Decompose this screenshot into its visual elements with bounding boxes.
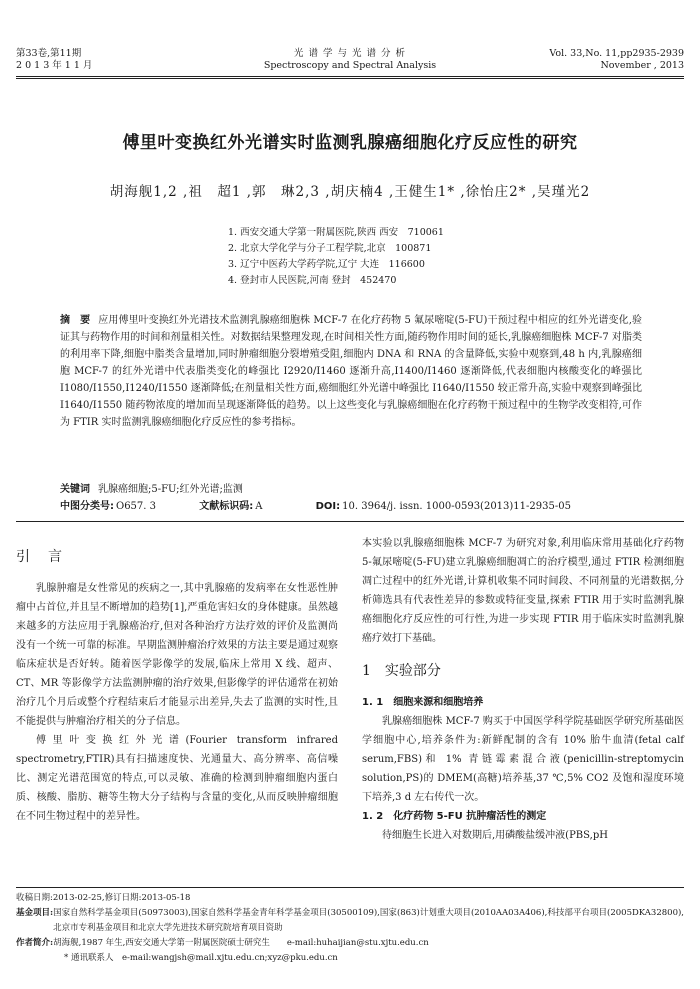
doc-label: 文献标识码: xyxy=(199,501,254,512)
section-1-heading: 1 实验部分 xyxy=(362,663,441,679)
author-bio-line xyxy=(16,936,684,951)
header-right xyxy=(549,48,684,72)
class-value: O657. 3 xyxy=(116,501,157,512)
right-paragraph-1: 本实验以乳腺癌细胞株 MCF-7 为研究对象,利用临床常用基础化疗药物 5-氟尿嘧啶(5-FU)建立乳腺癌细胞凋亡的治疗模型,通过 FTIR 检测细胞凋亡过程中的红外光谱,计算机收集不同时间段、不同剂量的光谱数据,分析筛选具有代表性差异的参数或特征变量,探索 FTIR 用于实时监测乳腺癌细胞化疗反应性的可行性,为进一步实现 FTIR 用于临床实时监测乳腺癌疗效打下基础。 xyxy=(362,538,684,644)
classification-line xyxy=(60,498,571,515)
abstract-rule xyxy=(16,521,684,522)
footnotes xyxy=(16,891,684,966)
section-1-1-text: 乳腺癌细胞株 MCF-7 购买于中国医学科学院基础医学研究所基础医学细胞中心,培养条件为:新鲜配制的含有 10% 胎牛血清(fetal calf serum,FBS)和 1% 青链霉素混合液(penicillin-streptomycin solution,PS)的 DMEM(高糖)培养基,37 ℃,5% CO2 及饱和湿度环境下培养,3 d 左右传代一次。 xyxy=(362,716,684,803)
fund-line xyxy=(16,906,684,936)
abstract-text: 应用傅里叶变换红外光谱技术监测乳腺癌细胞株 MCF-7 在化疗药物 5 氟尿嘧啶(5-FU)干预过程中相应的红外光谱变化,验证其与药物作用的时间和剂量相关性。对数据结果整理发现,在时间相关性方面,随药物作用时间的延长,乳腺癌细胞株 MCF-7 对脂类的利用率下降,细胞中脂类含量增加,同时肿瘤细胞分裂增殖受阻,细胞内 DNA 和 RNA 的含量降低,实验中观察到,48 h 内,乳腺癌细胞 MCF-7 的红外光谱中代表脂类变化的峰强比 I2920/I1460 逐渐升高,I1400/I1460 逐渐降低,代表细胞内核酸变化的峰强比 I1080/I1550,I1240/I1550 逐渐降低;在剂量相关性方面,癌细胞红外光谱中峰强比 I1640/I1550 较正常升高,实验中观察到峰强比 I1640/I1550 随药物浓度的增加而呈现逐渐降低的趋势。以上这些变化与乳腺癌细胞在化疗药物干预过程中的生物学改变相符,可作为 FTIR 实时监测乳腺癌细胞化疗反应性的参考指标。 xyxy=(60,315,643,428)
author-list: 胡海舰1,2 ,祖 超1 ,郭 琳2,3 ,胡庆楠4 ,王健生1* ,徐怡庄2* ,吴瑾光2 xyxy=(109,184,591,200)
abstract xyxy=(60,312,642,431)
volume-en: Vol. 33,No. 11,pp2935-2939 xyxy=(549,48,684,59)
class-label: 中图分类号: xyxy=(60,501,114,512)
author-bio-label: 作者简介: xyxy=(16,938,54,948)
date-en: November , 2013 xyxy=(600,60,684,71)
header-rule xyxy=(16,76,684,77)
affiliation-3: 3. 辽宁中医药大学药学院,辽宁 大连 116600 xyxy=(228,259,425,270)
section-1-2-text: 待细胞生长进入对数期后,用磷酸盐缓冲液(PBS,pH xyxy=(382,830,608,841)
journal-cn: 光 谱 学 与 光 谱 分 析 xyxy=(293,48,407,59)
keywords-text: 乳腺癌细胞;5-FU;红外光谱;监测 xyxy=(98,484,243,495)
keywords-label: 关键词 xyxy=(60,484,90,495)
intro-heading: 引 言 xyxy=(16,549,64,565)
keywords xyxy=(60,481,243,498)
intro-paragraph-2: 傅里叶变换红外光谱(Fourier transform infrared spectrometry,FTIR)具有扫描速度快、光通量大、高分辨率、高信噪比、测定光谱范围宽的特点,可以灵敏、准确的检测到肿瘤细胞内蛋白质、核酸、脂肪、糖等生物大分子结构与含量的变化,从而反映肿瘤细胞在不同生物过程中的差异性。 xyxy=(16,735,338,822)
received-date: 收稿日期:2013-02-25,修订日期:2013-05-18 xyxy=(16,893,191,903)
affiliation-2: 2. 北京大学化学与分子工程学院,北京 100871 xyxy=(228,243,432,254)
corresponding-author: * 通讯联系人 e-mail:wangjsh@mail.xjtu.edu.cn;xyz@pku.edu.cn xyxy=(64,953,338,963)
left-column xyxy=(16,548,338,826)
affiliation-1: 1. 西安交通大学第一附属医院,陕西 西安 710061 xyxy=(228,227,444,238)
volume-cn: 第33卷,第11期 xyxy=(16,48,82,59)
doi-label: DOI: xyxy=(315,501,341,512)
right-column xyxy=(362,534,684,845)
fund-text: 国家自然科学基金项目(50973003),国家自然科学基金青年科学基金项目(30500109),国家(863)计划重大项目(2010AA03A406),科技部平台项目(2005DKA32800),北京市专利基金项目和北京大学先进技术研究院培育项目资助 xyxy=(53,908,684,933)
affiliation-4: 4. 登封市人民医院,河南 登封 452470 xyxy=(228,275,397,286)
date-cn: 2 0 1 3 年 1 1 月 xyxy=(16,60,93,71)
fund-label: 基金项目: xyxy=(16,908,54,918)
doc-value: A xyxy=(255,501,263,512)
journal-en: Spectroscopy and Spectral Analysis xyxy=(263,60,437,71)
affiliations xyxy=(228,225,444,289)
paper-title: 傅里叶变换红外光谱实时监测乳腺癌细胞化疗反应性的研究 xyxy=(122,133,578,153)
footer-rule xyxy=(16,887,684,888)
author-bio-text: 胡海舰,1987 年生,西安交通大学第一附属医院硕士研究生 e-mail:huhaijian@stu.xjtu.edu.cn xyxy=(53,938,429,948)
section-1-1-heading: 1. 1 细胞来源和细胞培养 xyxy=(362,697,484,708)
abstract-label: 摘 要 xyxy=(60,315,91,326)
intro-paragraph-1: 乳腺肿瘤是女性常见的疾病之一,其中乳腺癌的发病率在女性恶性肿瘤中占首位,并且呈不断增加的趋势[1],严重危害妇女的身体健康。虽然越来越多的方法应用于乳腺癌治疗,但对各种治疗方法疗效的评价及监测尚没有一个统一可靠的标准。早期监测肿瘤治疗效果的方法主要是通过观察临床症状是否好转。随着医学影像学的发展,临床上常用 X 线、超声、CT、MR 等影像学方法监测肿瘤的治疗效果,但影像学的评估通常在初始治疗几个月后或整个疗程结束后才能显示出差异,失去了监测的实时性,且不能提供与肿瘤治疗相关的分子信息。 xyxy=(16,583,338,727)
header-rule-2 xyxy=(16,78,684,79)
doi-value: 10. 3964/j. issn. 1000-0593(2013)11-2935-05 xyxy=(342,501,571,512)
section-1-2-heading: 1. 2 化疗药物 5-FU 抗肿瘤活性的测定 xyxy=(362,811,547,822)
